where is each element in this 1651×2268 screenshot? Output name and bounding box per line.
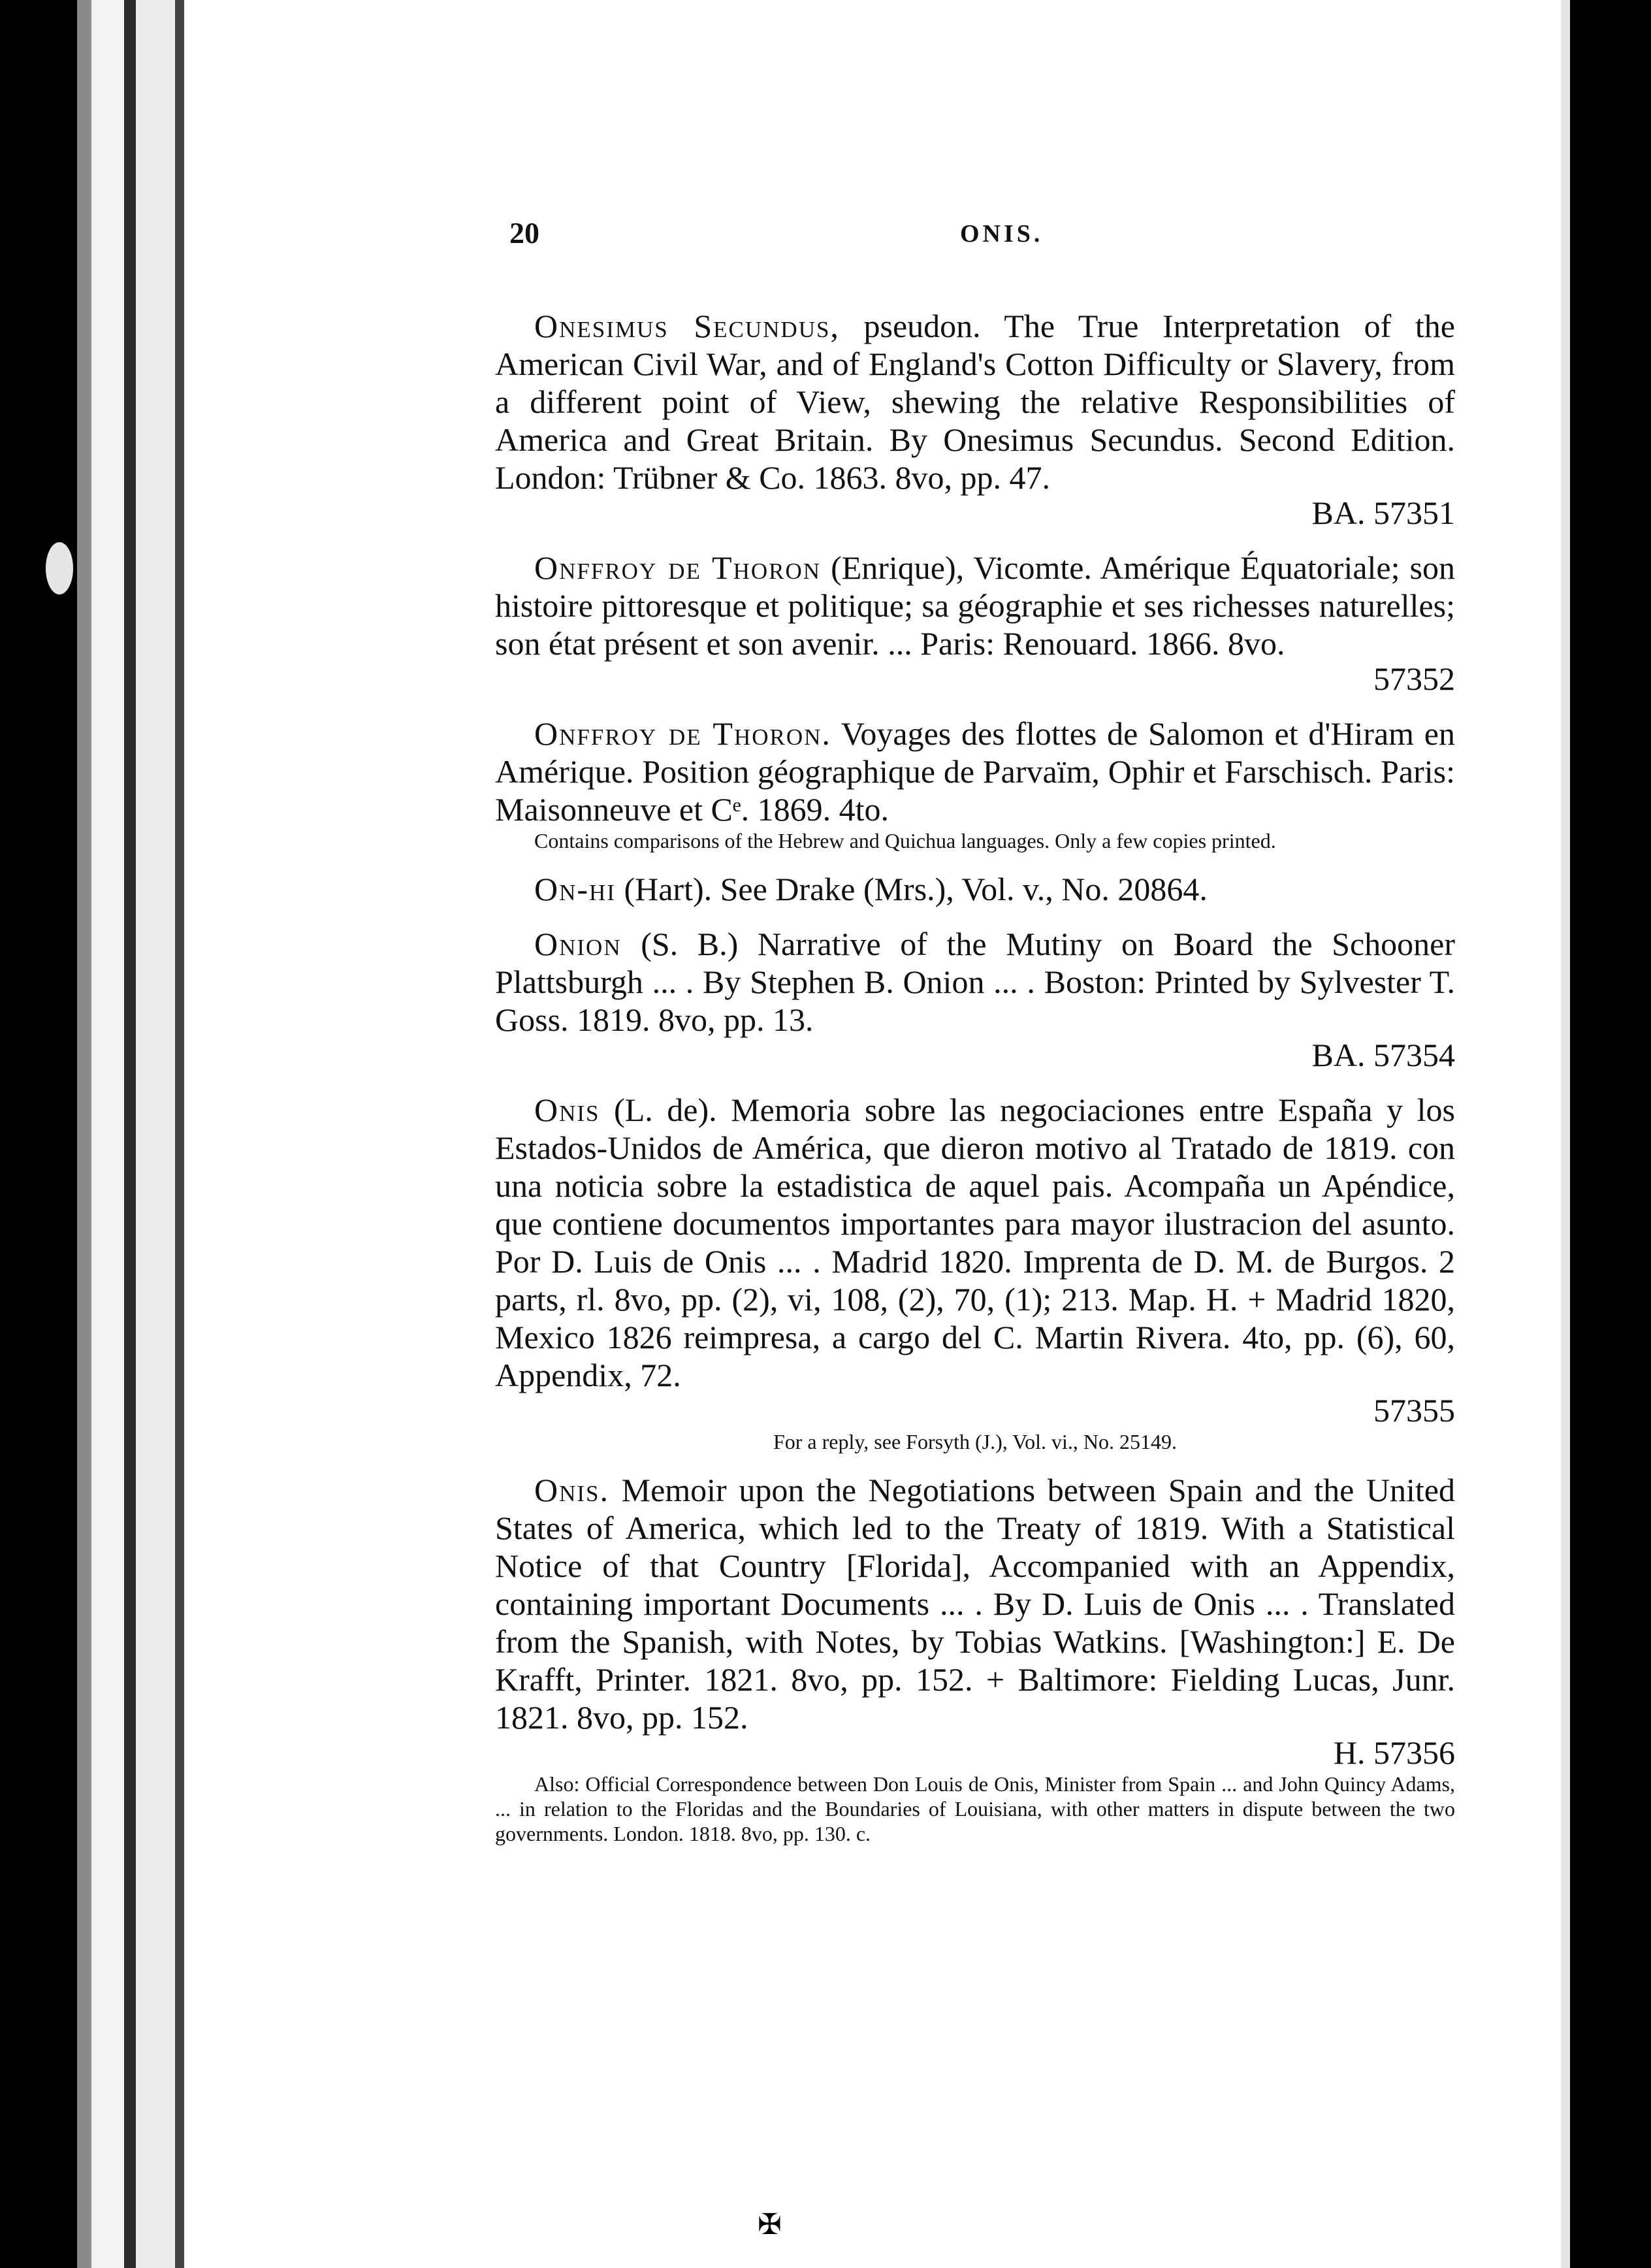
printer-mark-icon: ✠ [758, 2209, 782, 2241]
entry-number: BA. 57354 [1311, 1037, 1455, 1073]
catalog-entry [495, 549, 1455, 698]
entry-body: (Hart). See Drake (Mrs.), Vol. v., No. 20864. [615, 871, 1208, 907]
catalog-entry [495, 1091, 1455, 1454]
entry-heading: On-hi [534, 871, 616, 907]
catalog-entry [495, 925, 1455, 1074]
binding-clip [46, 542, 73, 594]
entry-heading: Onis. [534, 1472, 610, 1508]
book-edge-strip [124, 0, 136, 2268]
entry-heading: Onis [534, 1092, 600, 1128]
entry-body: (S. B.) Narrative of the Mutiny on Board the Schooner Plattsburgh ... . By Stephen B. Onion ... . Boston: Printed by Sylvester T. Goss. 1819. 8vo, pp. 13. [495, 926, 1455, 1038]
entry-note: Contains comparisons of the Hebrew and Quichua languages. Only a few copies printed. [534, 829, 1276, 852]
book-edge-strip [175, 0, 184, 2268]
entry-heading: Onffroy de Thoron [534, 549, 822, 586]
catalog-entry [495, 307, 1455, 532]
running-head: ONIS. [960, 220, 1044, 248]
catalog-entry [495, 1471, 1455, 1846]
entry-body: pseudon. The True Interpretation of the American Civil War, and of England's Cotton Difficulty or Slavery, from a different point of View, shewing the relative Responsibilities of America and Great Britain. By Onesimus Secundus. Second Edition. London: Trübner & Co. 1863. 8vo, pp. 47. [495, 308, 1455, 496]
entry-body: (L. de). Memoria sobre las negociaciones entre España y los Estados-Unidos de América, que dieron motivo al Tratado de 1819. con una noticia sobre la estadistica de aquel pais. Acompaña un Apéndice, que contiene documentos importantes para mayor ilustracion del asunto. Por D. Luis de Onis ... . Madrid 1820. Imprenta de D. M. de Burgos. 2 parts, rl. 8vo, pp. (2), vi, 108, (2), 70, (1); 213. Map. H. + Madrid 1820, Mexico 1826 reimpresa, a cargo del C. Martin Rivera. 4to, pp. (6), 60, Appendix, 72. [495, 1092, 1455, 1393]
entry-number: H. 57356 [1333, 1734, 1455, 1771]
book-edge-strip [136, 0, 175, 2268]
book-edge-strip [91, 0, 124, 2268]
entry-number: BA. 57351 [1311, 494, 1455, 531]
entry-number: 57355 [1373, 1392, 1455, 1429]
page-right-edge [1561, 0, 1570, 2268]
page-number: 20 [509, 216, 539, 250]
entry-heading: Onion [534, 926, 622, 962]
catalog-entry [495, 870, 1455, 908]
book-edge-strip [77, 0, 91, 2268]
entry-body: Voyages des flottes de Salomon et d'Hiram en Amérique. Position géographique de Parvaïm, Ophir et Farschisch. Paris: Maisonneuve et Cᵉ. 1869. 4to. [495, 715, 1455, 828]
page-header [509, 216, 1463, 255]
catalog-entry [495, 715, 1455, 853]
entry-body: Memoir upon the Negotiations between Spain and the United States of America, which led to the Treaty of 1819. With a Statistical Notice of that Country [Florida], Accompanied with an Appendix, containing important Documents ... . By D. Luis de Onis ... . Translated from the Spanish, with Notes, by Tobias Watkins. [Washington:] E. De Krafft, Printer. 1821. 8vo, pp. 152. + Baltimore: Fielding Lucas, Junr. 1821. 8vo, pp. 152. [495, 1472, 1455, 1736]
entry-note: For a reply, see Forsyth (J.), Vol. vi., No. 25149. [773, 1430, 1178, 1453]
entry-number: 57352 [1373, 660, 1455, 697]
entry-heading: Onesimus Secundus, [534, 308, 840, 344]
entry-body: (Enrique), Vicomte. Amérique Équatoriale; son histoire pittoresque et politique; sa géographie et ses richesses naturelles; son état présent et son avenir. ... Paris: Renouard. 1866. 8vo. [495, 549, 1455, 662]
entry-heading: Onffroy de Thoron. [534, 715, 831, 752]
entry-note: Also: Official Correspondence between Don Louis de Onis, Minister from Spain ... and John Quincy Adams, ... in relation to the Floridas and the Boundaries of Louisiana, with other matters in dispute between the two governments. London. 1818. 8vo, pp. 130. c. [495, 1772, 1455, 1845]
catalog-entries [495, 307, 1455, 1863]
